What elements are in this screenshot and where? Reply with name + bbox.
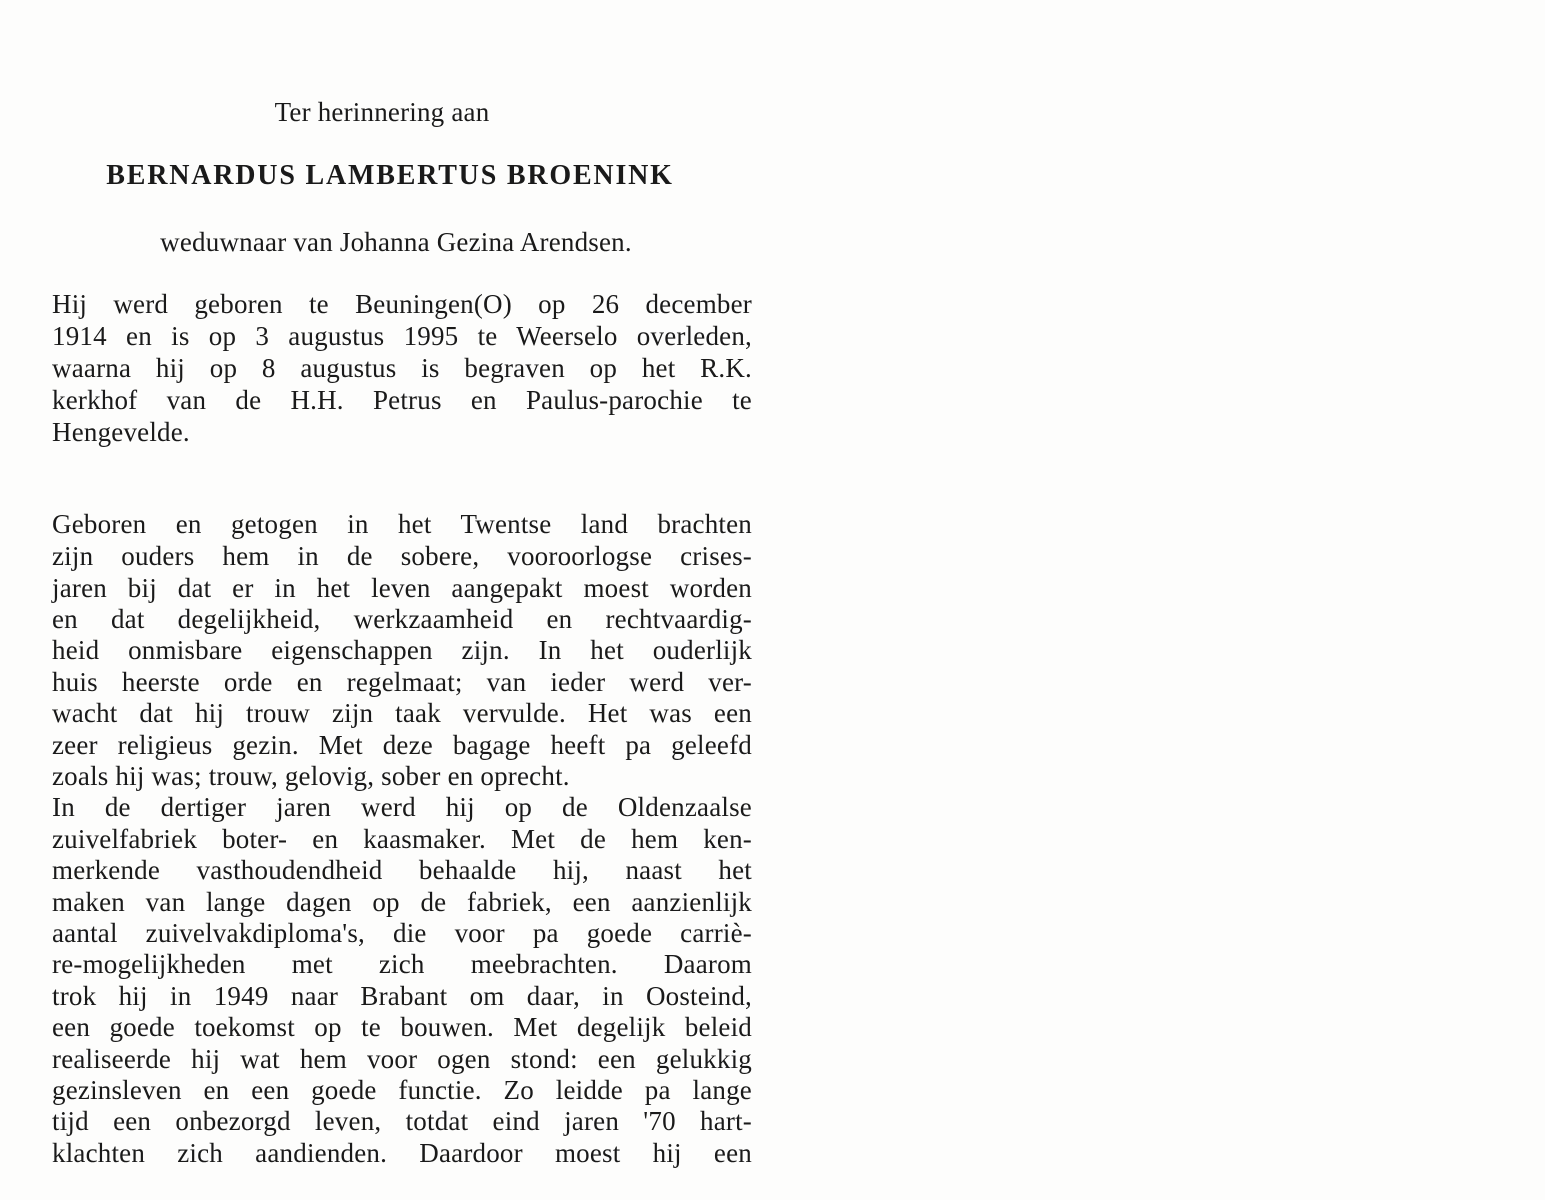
text-line: aantal zuivelvakdiploma's, die voor pa goede carriè- bbox=[52, 918, 752, 948]
text-line: en dat degelijkheid, werkzaamheid en rechtvaardig- bbox=[52, 604, 752, 634]
text-line: merkende vasthoudendheid behaalde hij, naast het bbox=[52, 855, 752, 885]
text-line: zijn ouders hem in de sobere, vooroorlogse crises- bbox=[52, 541, 752, 571]
text-line: Geboren en getogen in het Twentse land brachten bbox=[52, 509, 752, 539]
text-line: huis heerste orde en regelmaat; van ieder werd ver- bbox=[52, 667, 752, 697]
text-line: een goede toekomst op te bouwen. Met degelijk beleid bbox=[52, 1012, 752, 1042]
text-line: zeer religieus gezin. Met deze bagage heeft pa geleefd bbox=[52, 730, 752, 760]
text-line: realiseerde hij wat hem voor ogen stond: een gelukkig bbox=[52, 1044, 752, 1074]
text-line: kerkhof van de H.H. Petrus en Paulus-parochie te bbox=[52, 385, 752, 415]
text-line: wacht dat hij trouw zijn taak vervulde. Het was een bbox=[52, 698, 752, 728]
text-line: gezinsleven en een goede functie. Zo leidde pa lange bbox=[52, 1075, 752, 1105]
text-line: klachten zich aandienden. Daardoor moest hij een bbox=[52, 1138, 752, 1168]
text-line: re-mogelijkheden met zich meebrachten. Daarom bbox=[52, 949, 752, 979]
text-line: maken van lange dagen op de fabriek, een aanzienlijk bbox=[52, 887, 752, 917]
intro-text: Ter herinnering aan bbox=[274, 97, 490, 127]
text-line: heid onmisbare eigenschappen zijn. In het ouderlijk bbox=[52, 635, 752, 665]
text-line: 1914 en is op 3 augustus 1995 te Weerselo overleden, bbox=[52, 321, 752, 351]
spouse-text: weduwnaar van Johanna Gezina Arendsen. bbox=[160, 227, 632, 257]
text-line: Hij werd geboren te Beuningen(O) op 26 december bbox=[52, 289, 752, 319]
text-line: zuivelfabriek boter- en kaasmaker. Met de hem ken- bbox=[52, 824, 752, 854]
text-line: waarna hij op 8 augustus is begraven op het R.K. bbox=[52, 353, 752, 383]
deceased-name: BERNARDUS LAMBERTUS BROENINK bbox=[106, 160, 674, 191]
text-line: trok hij in 1949 naar Brabant om daar, in Oosteind, bbox=[52, 981, 752, 1011]
text-line: Hengevelde. bbox=[52, 417, 190, 447]
text-line: jaren bij dat er in het leven aangepakt moest worden bbox=[52, 573, 752, 603]
text-line: tijd een onbezorgd leven, totdat eind jaren '70 hart- bbox=[52, 1106, 752, 1136]
text-line: zoals hij was; trouw, gelovig, sober en oprecht. bbox=[52, 761, 570, 791]
text-line: In de dertiger jaren werd hij op de Oldenzaalse bbox=[52, 792, 752, 822]
